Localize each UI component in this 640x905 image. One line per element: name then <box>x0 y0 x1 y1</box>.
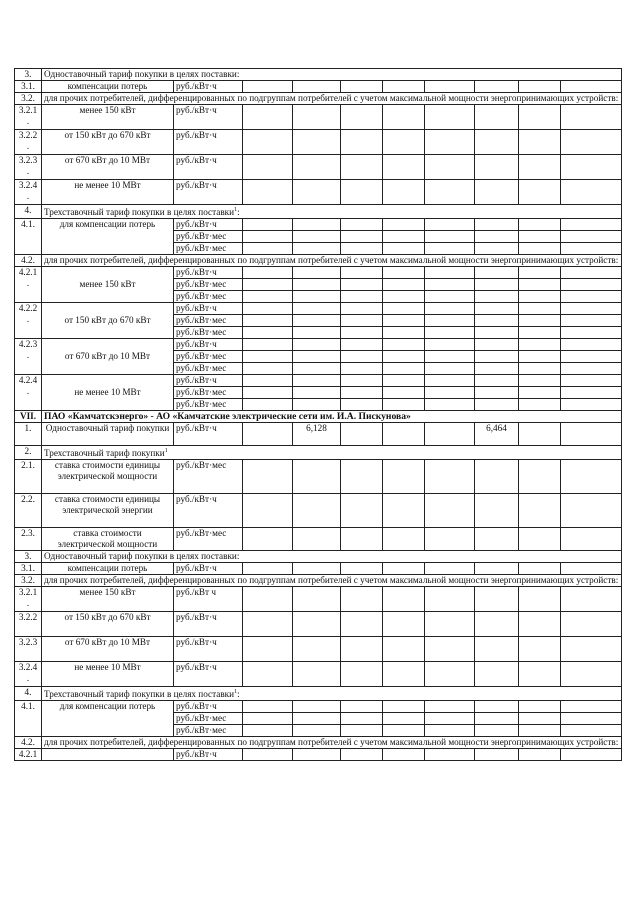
row-number: 3.2.3 <box>15 637 42 662</box>
row-label: от 670 кВт до 10 МВт <box>42 155 174 180</box>
row-label: ставка стоимости электрической мощности <box>42 528 174 551</box>
unit-cell: руб./кВт·мес <box>174 231 243 243</box>
table-row <box>15 701 622 713</box>
row-label: менее 150 кВт <box>42 267 174 303</box>
row-label: компенсации потерь <box>42 81 174 93</box>
tariff-value: 6,128 <box>293 423 341 446</box>
unit-cell: руб./кВт ч <box>174 587 243 612</box>
footnote-mark: 1 <box>234 689 238 696</box>
tariff-table <box>14 68 622 761</box>
row-number: 4.2.1 . <box>15 267 42 303</box>
section-header <box>15 411 622 423</box>
row-number: 3.2.2 . <box>15 130 42 155</box>
row-label: менее 150 кВт <box>42 587 174 612</box>
table-row <box>15 180 622 205</box>
footnote-mark: 1 <box>234 207 238 213</box>
row-label: Одноставочный тариф покупки <box>42 423 174 446</box>
table-row <box>15 446 622 460</box>
row-number: 3.2. <box>15 93 42 105</box>
table-row <box>15 375 622 387</box>
table-row <box>15 528 622 551</box>
table-row <box>15 551 622 563</box>
table-row <box>15 69 622 81</box>
unit-cell: руб./кВт·ч <box>174 81 243 93</box>
table-row <box>15 105 622 130</box>
row-label: ставка стоимости единицы электрической энергии <box>42 494 174 528</box>
unit-cell: руб./кВт·мес <box>174 327 243 339</box>
table-row <box>15 737 622 749</box>
table-row <box>15 267 622 279</box>
row-label: не менее 10 МВт <box>42 375 174 411</box>
row-label: Одноставочный тариф покупки в целях поставки: <box>42 69 622 81</box>
row-label <box>42 687 622 701</box>
unit-cell: руб./кВт·ч <box>174 219 243 231</box>
row-number: 3.2.4 . <box>15 662 42 687</box>
table-row <box>15 687 622 701</box>
row-number: 4.2.4 . <box>15 375 42 411</box>
row-label: для компенсации потерь <box>42 701 174 737</box>
row-number: 3.1. <box>15 563 42 575</box>
table-row <box>15 155 622 180</box>
table-row <box>15 423 622 446</box>
row-number: 4. <box>15 205 42 219</box>
row-label: компенсации потерь <box>42 563 174 575</box>
row-label: от 150 кВт до 670 кВт <box>42 130 174 155</box>
unit-cell: руб./кВт·ч <box>174 339 243 351</box>
row-label <box>42 446 622 460</box>
footnote-mark: 1 <box>164 448 168 455</box>
row-label: для компенсации потерь <box>42 219 174 255</box>
table-row <box>15 460 622 494</box>
row-label: для прочих потребителей, дифференцированных по подгруппам потребителей с учетом максимальной мощности энергопринимающих устройств: <box>42 93 622 105</box>
row-number: 4.2. <box>15 255 42 267</box>
row-number: 3.2.1 . <box>15 587 42 612</box>
tariff-value: 6,464 <box>475 423 519 446</box>
row-number: 3.1. <box>15 81 42 93</box>
unit-cell: руб./кВт·ч <box>174 105 243 130</box>
unit-cell: руб./кВт·ч <box>174 563 243 575</box>
unit-cell: руб./кВт·ч <box>174 303 243 315</box>
row-label-tail: : <box>237 207 240 218</box>
row-label: не менее 10 МВт <box>42 662 174 687</box>
row-label-text: Трехставочный тариф покупки в целях поставки <box>44 207 235 218</box>
unit-cell: руб./кВт·ч <box>174 612 243 637</box>
row-number: 4.1. <box>15 701 42 737</box>
table-row <box>15 339 622 351</box>
row-number: 3. <box>15 69 42 81</box>
row-label: для прочих потребителей, дифференцированных по подгруппам потребителей с учетом максимальной мощности энергопринимающих устройств: <box>42 737 622 749</box>
row-label: для прочих потребителей, дифференцированных по подгруппам потребителей с учетом максимальной мощности энергопринимающих устройств: <box>42 575 622 587</box>
row-number: 4.2.3 . <box>15 339 42 375</box>
unit-cell: руб./кВт·ч <box>174 130 243 155</box>
row-number: 3.2.2 <box>15 612 42 637</box>
unit-cell: руб./кВт·ч <box>174 494 243 528</box>
unit-cell: руб./кВт·мес <box>174 713 243 725</box>
row-label: от 150 кВт до 670 кВт <box>42 612 174 637</box>
unit-cell: руб./кВт·мес <box>174 315 243 327</box>
unit-cell: руб./кВт·мес <box>174 291 243 303</box>
table-row <box>15 205 622 219</box>
row-number: 4.2. <box>15 737 42 749</box>
unit-cell: руб./кВт·мес <box>174 399 243 411</box>
row-number: 2.1. <box>15 460 42 494</box>
section-title: ПАО «Камчатскэнерго» - АО «Камчатские электрические сети им. И.А. Пискунова» <box>42 411 622 423</box>
unit-cell: руб./кВт·ч <box>174 662 243 687</box>
row-number: 2.3. <box>15 528 42 551</box>
unit-cell: руб./кВт·ч <box>174 749 243 761</box>
table-row <box>15 637 622 662</box>
table-row <box>15 130 622 155</box>
row-number: 1. <box>15 423 42 446</box>
row-label: Одноставочный тариф покупки в целях поставки: <box>42 551 622 563</box>
table-row <box>15 303 622 315</box>
row-label: ставка стоимости единицы электрической мощности <box>42 460 174 494</box>
unit-cell: руб./кВт·ч <box>174 637 243 662</box>
row-number: 3.2.3 . <box>15 155 42 180</box>
table-row <box>15 612 622 637</box>
unit-cell: руб./кВт·мес <box>174 363 243 375</box>
table-row <box>15 255 622 267</box>
row-number: 3.2.4 . <box>15 180 42 205</box>
table-row <box>15 494 622 528</box>
unit-cell: руб./кВт·мес <box>174 387 243 399</box>
row-number: 4.1. <box>15 219 42 255</box>
unit-cell: руб./кВт·мес <box>174 528 243 551</box>
row-number: 3.2.1 . <box>15 105 42 130</box>
row-label-tail: : <box>237 689 240 700</box>
section-number: VII. <box>15 411 42 423</box>
table-row <box>15 563 622 575</box>
unit-cell: руб./кВт·ч <box>174 423 243 446</box>
unit-cell: руб./кВт·мес <box>174 460 243 494</box>
table-row <box>15 93 622 105</box>
table-row <box>15 575 622 587</box>
row-number: 4.2.2 . <box>15 303 42 339</box>
row-number: 4.2.1 <box>15 749 42 761</box>
unit-cell: руб./кВт·ч <box>174 375 243 387</box>
table-row <box>15 219 622 231</box>
unit-cell: руб./кВт·мес <box>174 351 243 363</box>
row-number: 2.2. <box>15 494 42 528</box>
unit-cell: руб./кВт·мес <box>174 243 243 255</box>
row-label: от 150 кВт до 670 кВт <box>42 303 174 339</box>
unit-cell: руб./кВт·мес <box>174 279 243 291</box>
row-number: 3. <box>15 551 42 563</box>
row-label: от 670 кВт до 10 МВт <box>42 637 174 662</box>
row-label-text: Трехставочный тариф покупки <box>44 448 165 459</box>
unit-cell: руб./кВт·ч <box>174 267 243 279</box>
row-label: менее 150 кВт <box>42 105 174 130</box>
table-row <box>15 749 622 761</box>
row-label: от 670 кВт до 10 МВт <box>42 339 174 375</box>
table-row <box>15 587 622 612</box>
row-number: 4. <box>15 687 42 701</box>
table-row <box>15 81 622 93</box>
row-label <box>42 205 622 219</box>
unit-cell: руб./кВт·мес <box>174 725 243 737</box>
row-number: 3.2. <box>15 575 42 587</box>
table-row <box>15 662 622 687</box>
row-label: не менее 10 МВт <box>42 180 174 205</box>
row-label: для прочих потребителей, дифференцированных по подгруппам потребителей с учетом максимальной мощности энергопринимающих устройств: <box>42 255 622 267</box>
unit-cell: руб./кВт·ч <box>174 701 243 713</box>
row-number: 2. <box>15 446 42 460</box>
row-label-text: Трехставочный тариф покупки в целях поставки <box>44 689 235 700</box>
unit-cell: руб./кВт·ч <box>174 180 243 205</box>
unit-cell: руб./кВт·ч <box>174 155 243 180</box>
